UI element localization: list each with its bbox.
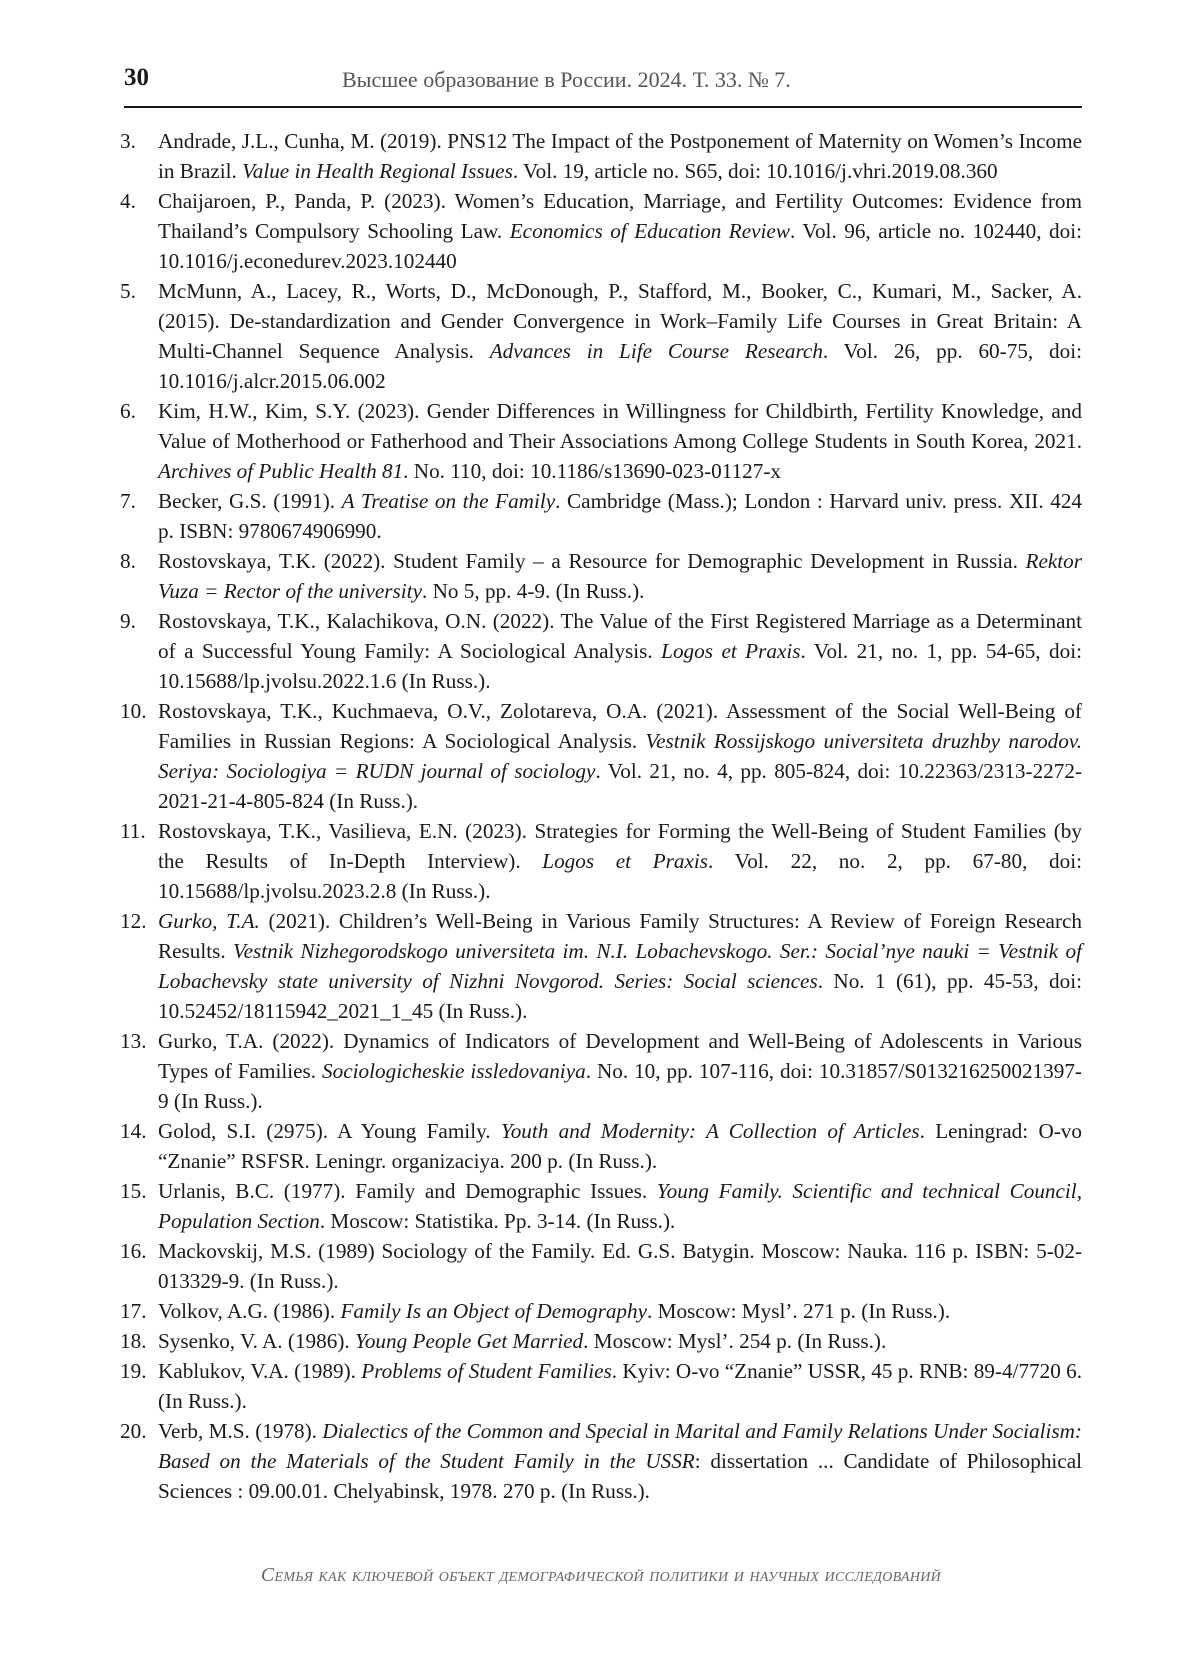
reference-segment: Urlanis, B.C. (1977). Family and Demographic Issues. bbox=[158, 1179, 657, 1203]
reference-list bbox=[120, 126, 1082, 1506]
reference-segment: : dissertation ... Candidate of Philosophical Sciences : 09.00.01. Chelyabinsk, 1978. 270 p. (In Russ.). bbox=[158, 1449, 1082, 1503]
reference-text bbox=[158, 549, 1082, 603]
reference-number: 18. bbox=[120, 1329, 147, 1353]
reference-item bbox=[120, 486, 1082, 546]
running-title: Высшее образование в России. 2024. Т. 33. № 7. bbox=[342, 67, 791, 92]
reference-number: 7. bbox=[120, 489, 136, 513]
reference-italic-segment: Gurko, T.A. bbox=[158, 909, 260, 933]
reference-item bbox=[120, 1026, 1082, 1116]
reference-segment: Chaijaroen, P., Panda, P. (2023). Women’s Education, Marriage, and Fertility Outcomes: Evidence from Thailand’s Compulsory Schooling Law. bbox=[158, 189, 1082, 243]
reference-segment: Andrade, J.L., Cunha, M. (2019). PNS12 The Impact of the Postponement of Maternity on Women’s Income in Brazil. bbox=[158, 129, 1082, 183]
reference-segment: Rostovskaya, T.K., Vasilieva, E.N. (2023). Strategies for Forming the Well-Being of Student Families (by the Results of In-Depth Interview). bbox=[158, 819, 1082, 873]
reference-italic-segment: Rektor Vuza = Rector of the university bbox=[158, 549, 1082, 603]
reference-text bbox=[158, 1119, 1082, 1173]
reference-item bbox=[120, 906, 1082, 1026]
reference-number: 19. bbox=[120, 1359, 147, 1383]
reference-number: 8. bbox=[120, 549, 136, 573]
reference-number: 9. bbox=[120, 609, 136, 633]
reference-segment: Mackovskij, M.S. (1989) Sociology of the Family. Ed. G.S. Batygin. Moscow: Nauka. 116 p. ISBN: 5-02-013329-9. (In Russ.). bbox=[158, 1239, 1082, 1293]
reference-italic-segment: Sociologicheskie issledovaniya bbox=[322, 1059, 586, 1083]
reference-item bbox=[120, 276, 1082, 396]
reference-italic-segment: Value in Health Regional Issues bbox=[242, 159, 513, 183]
reference-number: 5. bbox=[120, 279, 136, 303]
reference-item bbox=[120, 546, 1082, 606]
section-footer: Семья как ключевой объект демографической политики и научных исследований bbox=[260, 1564, 942, 1586]
reference-item bbox=[120, 606, 1082, 696]
reference-segment: Rostovskaya, T.K., Kalachikova, O.N. (2022). The Value of the First Registered Marriage as a Determinant of a Successful Young Family: A Sociological Analysis. bbox=[158, 609, 1082, 663]
reference-text bbox=[158, 1329, 886, 1353]
reference-segment: . Leningrad: O-vo “Znanie” RSFSR. Leningr. organizaciya. 200 p. (In Russ.). bbox=[158, 1119, 1082, 1173]
reference-item bbox=[120, 1236, 1082, 1296]
reference-item bbox=[120, 696, 1082, 816]
reference-segment: . Moscow: Mysl’. 271 p. (In Russ.). bbox=[647, 1299, 951, 1323]
reference-segment: Kim, H.W., Kim, S.Y. (2023). Gender Differences in Willingness for Childbirth, Fertility Knowledge, and Value of Motherhood or Fatherhood and Their Associations Among College Students in South Korea, 2021. bbox=[158, 399, 1082, 453]
reference-number: 10. bbox=[120, 699, 147, 723]
reference-number: 20. bbox=[120, 1419, 147, 1443]
reference-text bbox=[158, 279, 1082, 393]
reference-text bbox=[158, 1179, 1082, 1233]
reference-text bbox=[158, 489, 1082, 543]
reference-text bbox=[158, 399, 1082, 483]
reference-text bbox=[158, 909, 1082, 1023]
reference-segment: Gurko, T.A. (2022). Dynamics of Indicators of Development and Well-Being of Adolescents in Various Types of Families. bbox=[158, 1029, 1082, 1083]
reference-item bbox=[120, 186, 1082, 276]
page-header bbox=[124, 62, 1082, 108]
reference-segment: . Moscow: Statistika. Pp. 3-14. (In Russ.). bbox=[319, 1209, 676, 1233]
reference-segment: . Cambridge (Mass.); London : Harvard univ. press. XII. 424 p. ISBN: 9780674906990. bbox=[158, 489, 1083, 543]
reference-text bbox=[158, 699, 1082, 813]
reference-number: 11. bbox=[120, 819, 146, 843]
reference-italic-segment: Archives of Public Health 81 bbox=[158, 459, 404, 483]
reference-segment: Sysenko, V. A. (1986). bbox=[158, 1329, 355, 1353]
reference-number: 3. bbox=[120, 129, 136, 153]
reference-item bbox=[120, 126, 1082, 186]
reference-segment: . No. 110, doi: 10.1186/s13690-023-01127-x bbox=[403, 459, 781, 483]
reference-segment: Volkov, A.G. (1986). bbox=[158, 1299, 341, 1323]
reference-italic-segment: Young Family. Scientific and technical Council, Population Section bbox=[158, 1179, 1082, 1233]
reference-segment: Becker, G.S. (1991). bbox=[158, 489, 342, 513]
reference-text bbox=[158, 189, 1082, 273]
reference-italic-segment: Logos et Praxis bbox=[542, 849, 709, 873]
reference-italic-segment: A Treatise on the Family bbox=[341, 489, 556, 513]
reference-italic-segment: Problems of Student Families bbox=[361, 1359, 612, 1383]
reference-item bbox=[120, 396, 1082, 486]
reference-item bbox=[120, 1356, 1082, 1416]
reference-text bbox=[158, 609, 1082, 693]
reference-segment: . No 5, pp. 4-9. (In Russ.). bbox=[421, 579, 645, 603]
reference-segment: Rostovskaya, T.K., Kuchmaeva, O.V., Zolotareva, O.A. (2021). Assessment of the Social Well-Being of Families in Russian Regions: A Sociological Analysis. bbox=[158, 699, 1082, 753]
reference-number: 16. bbox=[120, 1239, 147, 1263]
reference-italic-segment: Dialectics of the Common and Special in Marital and Family Relations Under Socialism: Based on the Materials of the Student Family in the USSR bbox=[158, 1419, 1082, 1473]
reference-italic-segment: Family Is an Object of Demography bbox=[340, 1299, 648, 1323]
reference-segment: Golod, S.I. (2975). A Young Family. bbox=[158, 1119, 501, 1143]
reference-segment: McMunn, A., Lacey, R., Worts, D., McDonough, P., Stafford, M., Booker, C., Kumari, M., Sacker, A. (2015). De-standardization and Gender Convergence in Work–Family Life Courses in Great Britain: A Multi-Channel Sequence Analysis. bbox=[158, 279, 1082, 363]
reference-italic-segment: Youth and Modernity: A Collection of Articles bbox=[500, 1119, 920, 1143]
reference-segment: Verb, M.S. (1978). bbox=[158, 1419, 323, 1443]
reference-item bbox=[120, 1176, 1082, 1236]
reference-text bbox=[158, 1359, 1082, 1413]
reference-italic-segment: Vestnik Nizhegorodskogo universiteta im. N.I. Lobachevskogo. Ser.: Social’nye nauki = Vestnik of Lobachevsky state university of Nizhni Novgorod. Series: Social sciences bbox=[158, 939, 1082, 993]
reference-italic-segment: Logos et Praxis bbox=[661, 639, 801, 663]
reference-segment: Rostovskaya, T.K. (2022). Student Family – a Resource for Demographic Development in Russia. bbox=[158, 549, 1026, 573]
reference-segment: . No. 10, pp. 107-116, doi: 10.31857/S013216250021397-9 (In Russ.). bbox=[158, 1059, 1082, 1113]
reference-item bbox=[120, 1296, 1082, 1326]
reference-item bbox=[120, 1416, 1082, 1506]
reference-segment: . Vol. 96, article no. 102440, doi: 10.1016/j.econedurev.2023.102440 bbox=[158, 219, 1082, 273]
reference-number: 6. bbox=[120, 399, 136, 423]
reference-italic-segment: Vestnik Rossijskogo universiteta druzhby narodov. Seriya: Sociologiya = RUDN journal of sociology bbox=[158, 729, 1082, 783]
reference-segment: . Moscow: Mysl’. 254 p. (In Russ.). bbox=[583, 1329, 887, 1353]
reference-italic-segment: Young People Get Married bbox=[355, 1329, 584, 1353]
reference-italic-segment: Economics of Education Review bbox=[509, 219, 790, 243]
reference-item bbox=[120, 1116, 1082, 1176]
reference-text bbox=[158, 129, 1082, 183]
reference-segment: (2021). Children’s Well-Being in Various Family Structures: A Review of Foreign Research Results. bbox=[158, 909, 1082, 963]
reference-number: 17. bbox=[120, 1299, 147, 1323]
reference-number: 4. bbox=[120, 189, 136, 213]
page-number: 30 bbox=[124, 64, 149, 91]
reference-text bbox=[158, 1299, 950, 1323]
reference-text bbox=[158, 1239, 1082, 1293]
reference-text bbox=[158, 819, 1082, 903]
reference-number: 14. bbox=[120, 1119, 147, 1143]
reference-segment: . No. 1 (61), pp. 45-53, doi: 10.52452/18115942_2021_1_45 (In Russ.). bbox=[158, 969, 1082, 1023]
reference-segment: . Vol. 21, no. 1, pp. 54-65, doi: 10.15688/lp.jvolsu.2022.1.6 (In Russ.). bbox=[158, 639, 1082, 693]
reference-segment: . Vol. 21, no. 4, pp. 805-824, doi: 10.22363/2313-2272-2021-21-4-805-824 (In Russ.). bbox=[158, 759, 1083, 813]
reference-number: 13. bbox=[120, 1029, 147, 1053]
reference-text bbox=[158, 1419, 1082, 1503]
reference-segment: . Vol. 19, article no. S65, doi: 10.1016/j.vhri.2019.08.360 bbox=[512, 159, 998, 183]
reference-italic-segment: Advances in Life Course Research bbox=[489, 339, 823, 363]
reference-item bbox=[120, 1326, 1082, 1356]
reference-item bbox=[120, 816, 1082, 906]
reference-number: 15. bbox=[120, 1179, 147, 1203]
reference-segment: Kablukov, V.A. (1989). bbox=[158, 1359, 362, 1383]
reference-text bbox=[158, 1029, 1082, 1113]
reference-number: 12. bbox=[120, 909, 147, 933]
reference-segment: . Kyiv: O-vo “Znanie” USSR, 45 p. RNB: 89-4/7720 6. (In Russ.). bbox=[158, 1359, 1083, 1413]
reference-segment: . Vol. 22, no. 2, pp. 67-80, doi: 10.15688/lp.jvolsu.2023.2.8 (In Russ.). bbox=[158, 849, 1083, 903]
reference-segment: . Vol. 26, pp. 60-75, doi: 10.1016/j.alcr.2015.06.002 bbox=[158, 339, 1082, 393]
